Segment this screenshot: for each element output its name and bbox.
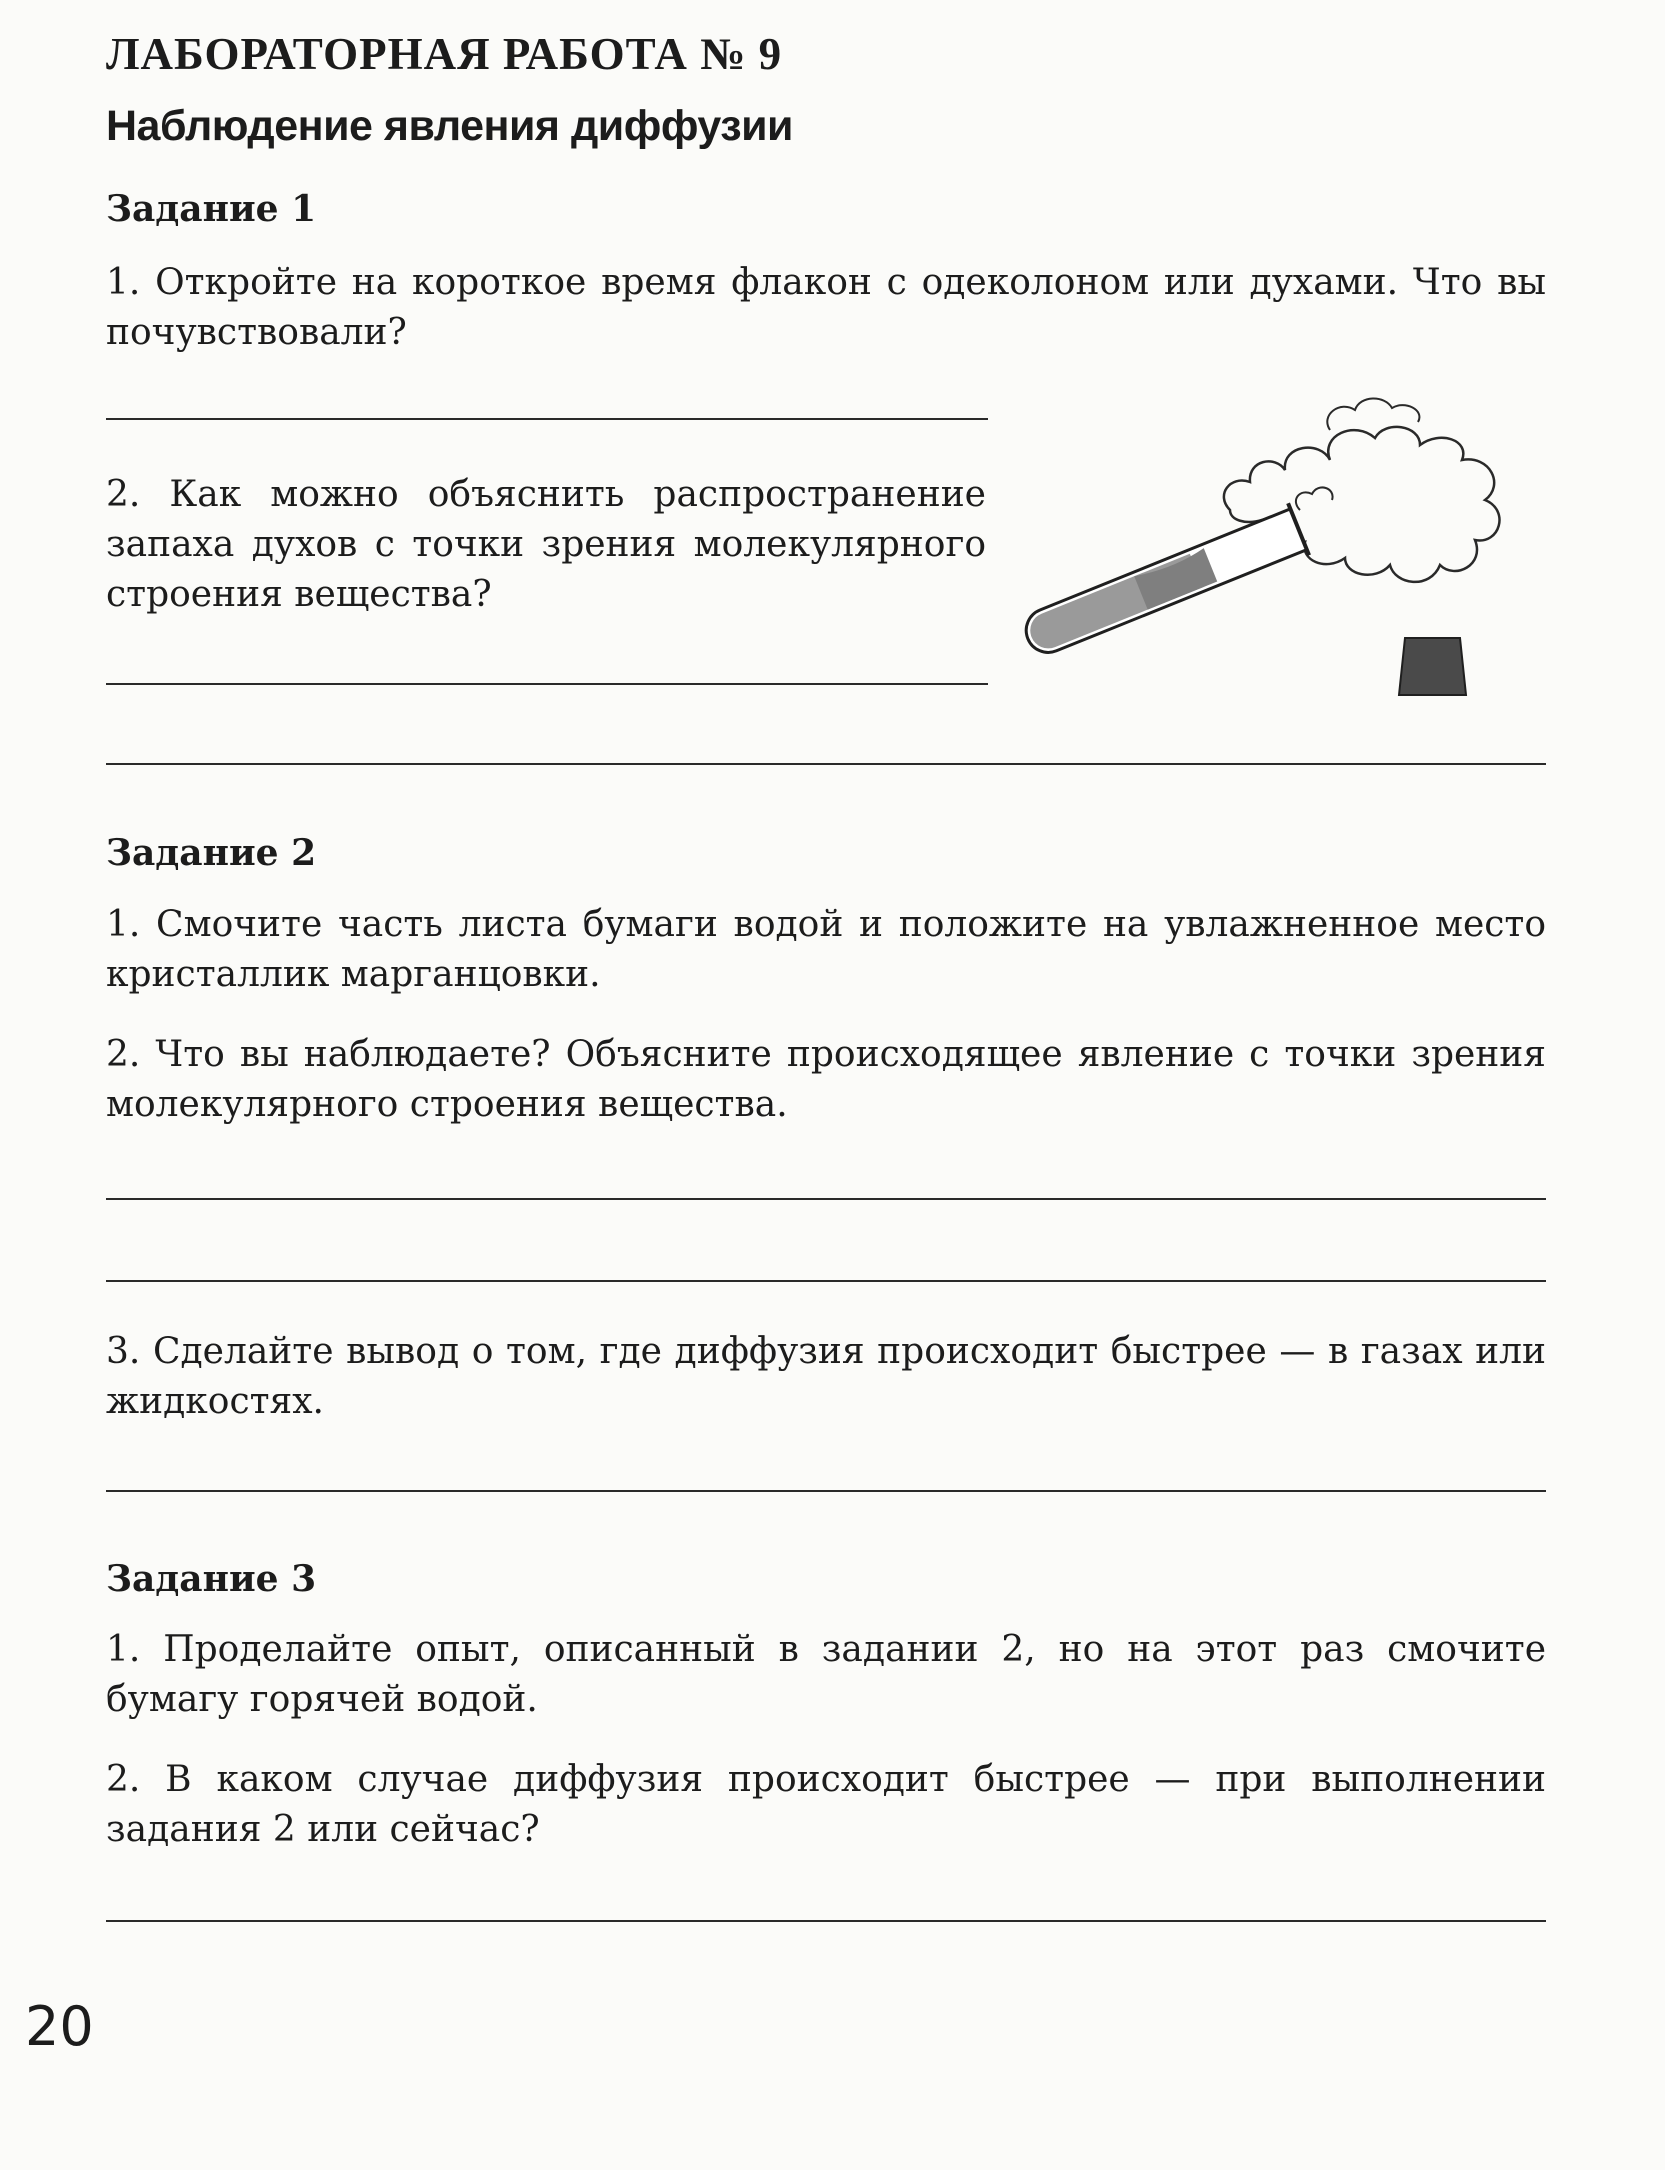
task2-answer-line1[interactable]	[106, 1198, 1546, 1200]
task3-heading: Задание 3	[106, 1558, 317, 1600]
task2-answer-line3[interactable]	[106, 1490, 1546, 1492]
page-subtitle: Наблюдение явления диффузии	[106, 102, 793, 150]
task2-question2: 2. Что вы наблюдаете? Объясните происходящее явление с точки зрения молекулярного строения вещества.	[106, 1034, 1546, 1125]
page-title: ЛАБОРАТОРНАЯ РАБОТА № 9	[106, 29, 783, 79]
task1-answer-line1[interactable]	[106, 418, 988, 420]
perfume-test-tube-icon	[1000, 360, 1560, 700]
task3-question2: 2. В каком случае диффузия происходит быстрее — при выполнении задания 2 или сейчас?	[106, 1759, 1546, 1850]
task2-heading: Задание 2	[106, 832, 317, 874]
task1-question1: 1. Откройте на короткое время флакон с одеколоном или духами. Что вы почувствовали?	[106, 262, 1546, 353]
task2-answer-line2[interactable]	[106, 1280, 1546, 1282]
task2-question3: 3. Сделайте вывод о том, где диффузия происходит быстрее — в газах или жидкостях.	[106, 1331, 1546, 1422]
task1-question2: 2. Как можно объяснить распространение запаха духов с точки зрения молекулярного строения вещества?	[106, 474, 986, 615]
page-number: 20	[25, 1995, 94, 2058]
task1-answer-line3[interactable]	[106, 763, 1546, 765]
task2-question1: 1. Смочите часть листа бумаги водой и положите на увлажненное место кристаллик марганцовки.	[106, 904, 1546, 995]
task1-heading: Задание 1	[106, 188, 317, 230]
task1-answer-line2[interactable]	[106, 683, 988, 685]
task3-answer-line1[interactable]	[106, 1920, 1546, 1922]
task3-question1: 1. Проделайте опыт, описанный в задании 2, но на этот раз смочите бумагу горячей водой.	[106, 1629, 1546, 1720]
